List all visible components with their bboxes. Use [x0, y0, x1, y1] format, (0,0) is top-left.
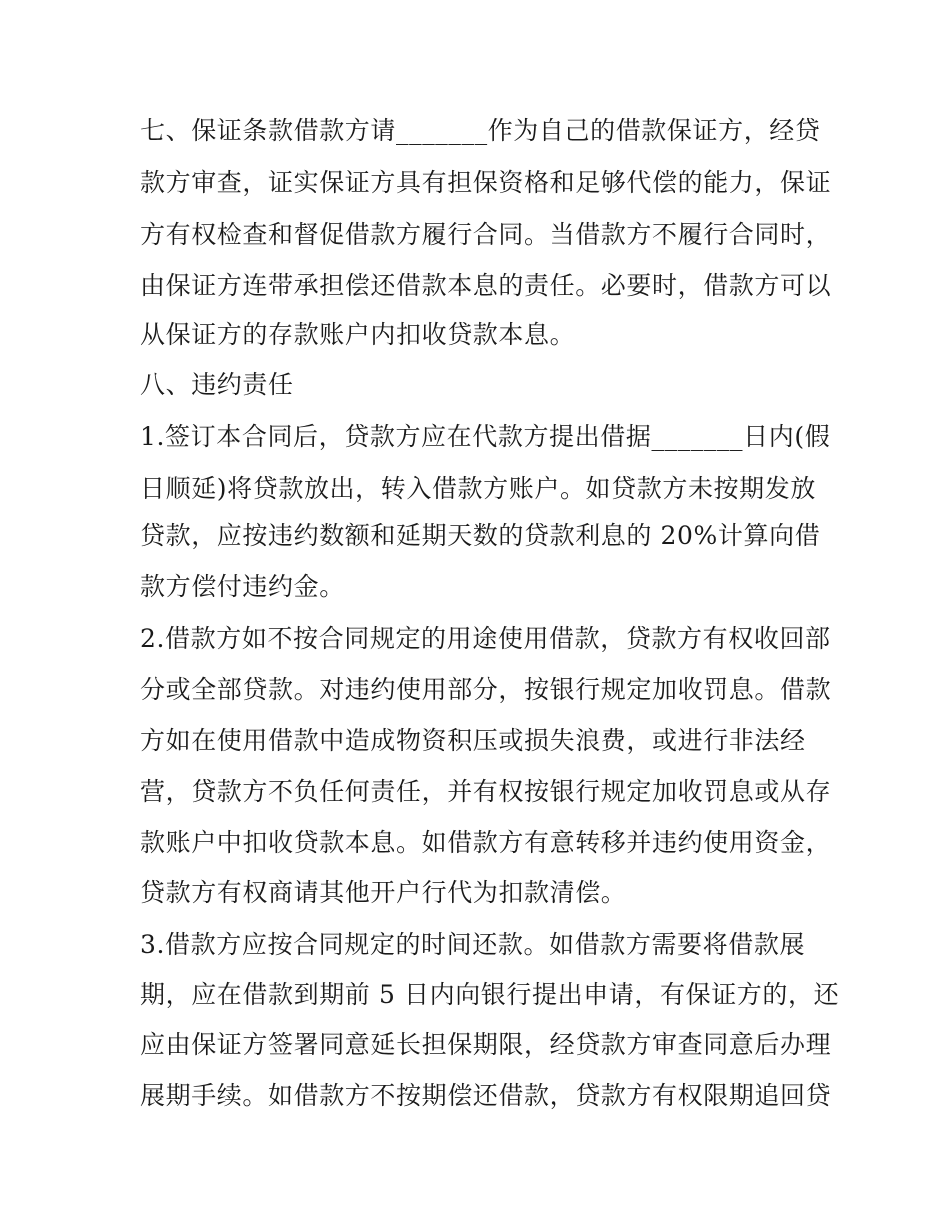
text-line: 款账户中扣收贷款本息。如借款方有意转移并违约使用资金，	[140, 828, 832, 857]
text-line: 方有权检查和督促借款方履行合同。当借款方不履行合同时，	[140, 220, 832, 249]
text-line: 款方审查，证实保证方具有担保资格和足够代偿的能力，保证	[140, 168, 832, 197]
text-line: 分或全部贷款。对违约使用部分，按银行规定加收罚息。借款	[140, 675, 832, 704]
text-line: 3.借款方应按合同规定的时间还款。如借款方需要将借款展	[140, 930, 806, 959]
text-line: 日顺延)将贷款放出，转入借款方账户。如贷款方未按期发放	[140, 474, 816, 503]
text-line: 1.签订本合同后，贷款方应在代款方提出借据_______日内(假	[140, 422, 831, 451]
text-line: 营，贷款方不负任何责任，并有权按银行规定加收罚息或从存	[140, 777, 832, 806]
text-line: 应由保证方签署同意延长担保期限，经贷款方审查同意后办理	[140, 1030, 832, 1059]
text-line: 从保证方的存款账户内扣收贷款本息。	[140, 320, 576, 349]
section-heading: 八、违约责任	[140, 370, 294, 399]
text-line: 期，应在借款到期前 5 日内向银行提出申请，有保证方的，还	[140, 980, 840, 1009]
text-line: 方如在使用借款中造成物资积压或损失浪费，或进行非法经	[140, 726, 806, 755]
text-line: 七、保证条款借款方请_______作为自己的借款保证方，经贷	[140, 116, 821, 145]
text-line: 由保证方连带承担偿还借款本息的责任。必要时，借款方可以	[140, 271, 832, 300]
text-line: 贷款方有权商请其他开户行代为扣款清偿。	[140, 878, 627, 907]
text-line: 2.借款方如不按合同规定的用途使用借款，贷款方有权收回部	[140, 624, 831, 653]
text-line: 款方偿付违约金。	[140, 572, 345, 601]
text-line: 展期手续。如借款方不按期偿还借款，贷款方有权限期追回贷	[140, 1081, 832, 1110]
text-line: 贷款，应按违约数额和延期天数的贷款利息的 20%计算向借	[140, 521, 821, 550]
